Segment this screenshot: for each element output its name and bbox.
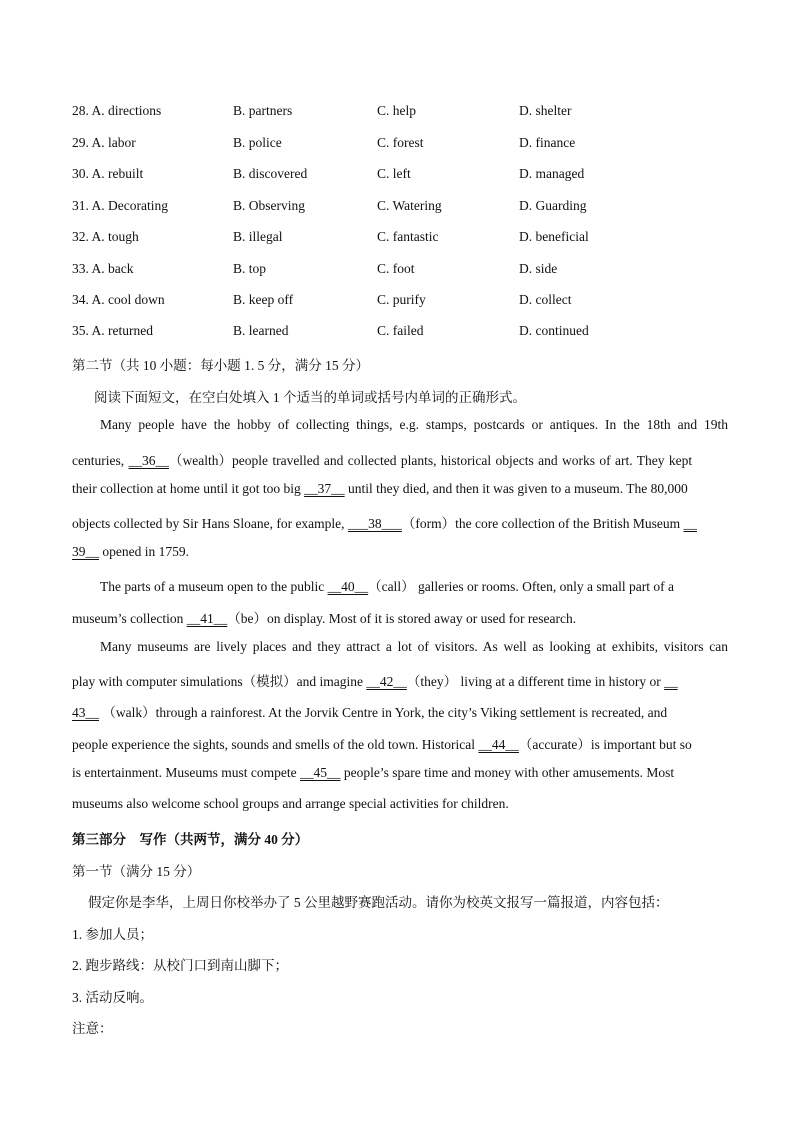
blank-44[interactable]: __44__ [478,737,519,752]
passage-text: （accurate）is important but so [518,737,692,752]
option-c: C. purify [377,292,426,307]
passage-line [72,607,728,627]
option-a: 34. A. cool down [72,292,165,307]
part3-prompt: 假定你是李华，上周日你校举办了 5 公里越野赛跑活动。请你为校英文报写一篇报道，内容包括： [88,895,669,910]
option-b: B. police [233,135,282,150]
passage-text: play with computer simulations（模拟）and imagine [72,674,367,689]
passage-line [72,701,728,721]
blank-42[interactable]: __42__ [366,674,407,689]
option-c: C. help [377,103,416,118]
blank-41[interactable]: __41__ [186,611,228,626]
passage-text: （call） galleries or rooms. Often, only a small part of a [368,579,674,594]
part3-subheader: 第一节（满分 15 分） [72,864,201,879]
option-b: B. illegal [233,229,283,244]
option-d: D. shelter [519,103,572,118]
option-b: B. top [233,261,267,276]
blank-37[interactable]: __37__ [304,481,345,496]
section2-header: 第二节（共 10 小题：每小题 1. 5 分，满分 15 分） [72,358,369,373]
passage-text: people experience the sights, sounds and smells of the old town. Historical [72,737,479,752]
passage-line [72,765,728,781]
blank-45[interactable]: __45__ [299,765,341,780]
option-a: 28. A. directions [72,103,162,118]
passage-line [72,733,728,753]
option-d: D. collect [519,292,572,307]
passage-line [72,512,728,532]
option-b: B. learned [233,323,289,338]
passage-text: centuries, [72,453,129,468]
option-a: 35. A. returned [72,323,153,338]
passage-text: （walk）through a rainforest. At the Jorvik Centre in York, the city’s Viking settlement is recreated, and [99,705,668,720]
question-row-32 [72,229,732,249]
option-c: C. failed [377,323,424,338]
option-c: C. left [377,166,411,181]
option-d: D. finance [519,135,576,150]
question-row-28 [72,103,732,123]
blank-40[interactable]: __40__ [327,579,369,594]
option-d: D. managed [519,166,585,181]
blank-38[interactable]: ___38___ [347,516,402,531]
passage-line [72,544,728,560]
question-row-34 [72,292,732,312]
option-b: B. Observing [233,198,305,213]
passage-text: their collection at home until it got too big [72,481,305,496]
passage-line: Many people have the hobby of collecting things, e.g. stamps, postcards or antiques. In the 18th and 19th [100,417,728,432]
passage-text: （they） living at a different time in history or [406,674,665,689]
passage-text: objects collected by Sir Hans Sloane, for example, [72,516,348,531]
passage-line: museums also welcome school groups and arrange special activities for children. [72,796,509,811]
question-row-33 [72,261,732,281]
blank-39-start[interactable]: __ [683,516,697,531]
part3-header: 第三部分 写作（共两节，满分 40 分） [72,832,309,847]
passage-text: is entertainment. Museums must compete [72,765,300,780]
option-c: C. fantastic [377,229,439,244]
option-b: B. partners [233,103,293,118]
option-a: 31. A. Decorating [72,198,168,213]
passage-text: until they died, and then it was given to a museum. The 80,000 [344,481,688,496]
blank-36[interactable]: __36__ [128,453,169,468]
part3-note: 注意： [72,1021,113,1036]
question-row-35 [72,323,732,343]
passage-line [72,670,728,690]
passage-text: （wealth）people travelled and collected plants, historical objects and works of art. They kept [168,453,693,468]
option-c: C. Watering [377,198,442,213]
option-a: 32. A. tough [72,229,139,244]
option-a: 30. A. rebuilt [72,166,144,181]
blank-43[interactable]: 43__ [72,705,99,720]
option-c: C. forest [377,135,424,150]
option-d: D. side [519,261,558,276]
passage-text: （be）on display. Most of it is stored away or used for research. [227,611,577,626]
option-d: D. beneficial [519,229,589,244]
passage-text: opened in 1759. [99,544,189,559]
option-a: 29. A. labor [72,135,136,150]
question-row-30 [72,166,732,186]
part3-item: 1. 参加人员； [72,927,153,942]
part3-item: 3. 活动反响。 [72,990,153,1005]
section2-instruction: 阅读下面短文，在空白处填入 1 个适当的单词或括号内单词的正确形式。 [94,390,526,405]
blank-43-start[interactable]: __ [664,674,678,689]
option-d: D. Guarding [519,198,587,213]
passage-text: people’s spare time and money with other amusements. Most [340,765,675,780]
question-row-29 [72,135,732,155]
passage-line [100,575,728,595]
passage-text: The parts of a museum open to the public [100,579,328,594]
passage-line [72,481,728,497]
passage-line [72,449,728,469]
passage-line: Many museums are lively places and they attract a lot of visitors. As well as looking at exhibits, visitors can [100,639,728,654]
blank-39[interactable]: 39__ [72,544,99,559]
question-row-31 [72,198,732,218]
option-a: 33. A. back [72,261,134,276]
passage-text: museum’s collection [72,611,187,626]
option-c: C. foot [377,261,415,276]
option-d: D. continued [519,323,589,338]
option-b: B. discovered [233,166,308,181]
option-b: B. keep off [233,292,294,307]
part3-item: 2. 跑步路线：从校门口到南山脚下； [72,958,288,973]
passage-text: （form）the core collection of the British Museum [401,516,684,531]
